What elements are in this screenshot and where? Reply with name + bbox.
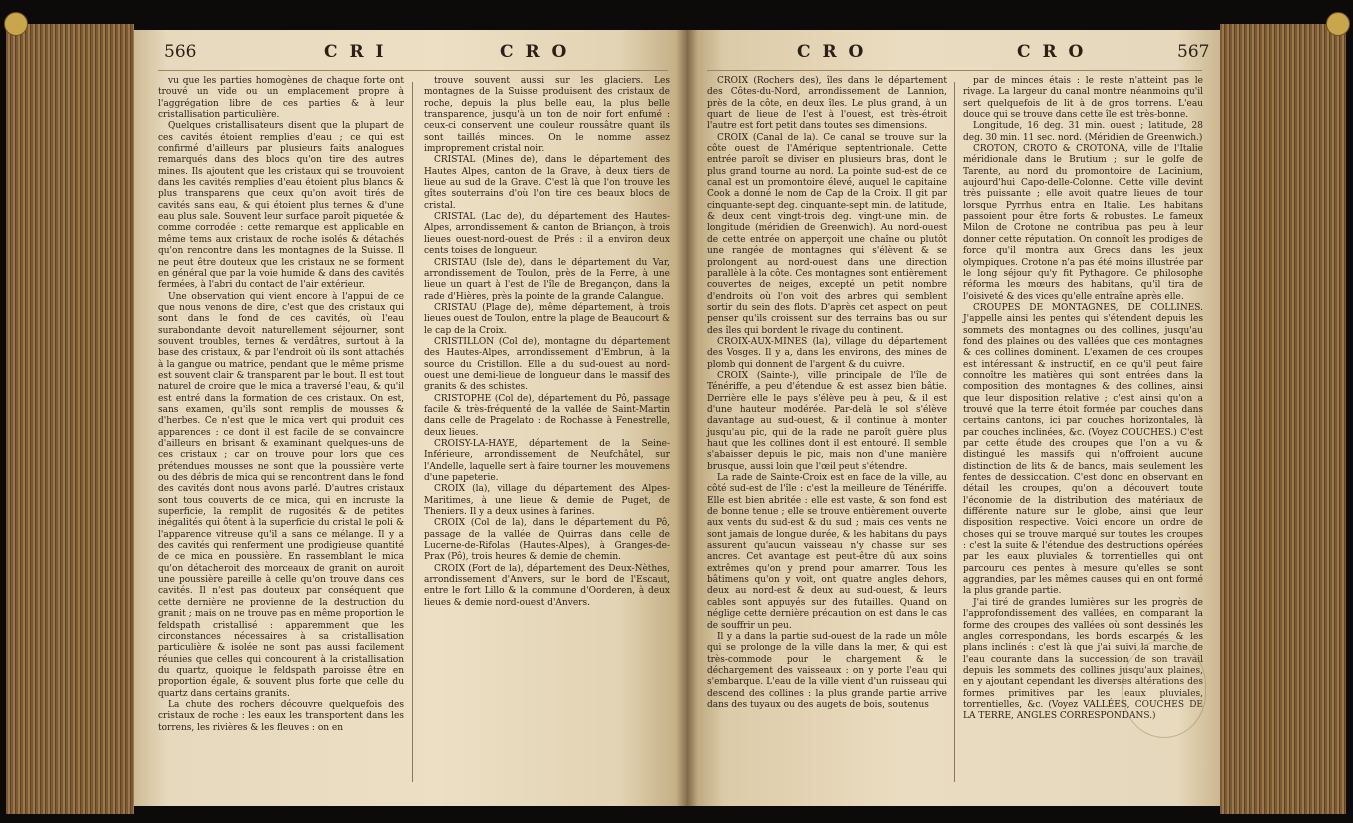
paragraph: CROIX (Col de la), dans le département du Pô, passage de la vallée de Quirras dans celle de Lucerne-de-Rifolas (Hautes-Alpes), à Granges-de-Prax (Pô), trois heures & demie de chemin.: [424, 518, 670, 563]
paragraph: CROIX (Rochers des), îles dans le département des Côtes-du-Nord, arrondissement de Lannion, près de la côte, en deux îles. Le plus grand, à un quart de lieue de l'est à l'ouest, est très-étroit l'autre est fort petit dans toutes ses dimensions.: [707, 76, 947, 132]
running-head-right: C R O: [1017, 42, 1087, 62]
paragraph: trouve souvent aussi sur les glaciers. Les montagnes de la Suisse produisent des cristaux de roche, depuis la plus belle eau, la plus belle transparence, jusqu'à un ton de noir fort enfumé : ceux-ci conservent une couleur roussâtre quant ils sont taillés minces. On le nomme assez improprement cristal noir.: [424, 76, 670, 155]
paragraph: Quelques cristallisateurs disent que la plupart de ces cavités étoient remplies d'eau ; ce qui est confirmé d'ailleurs par plusieurs faits analogues remarqués dans des blocs qu'on tire des autres mines. Ils ajoutent que les cristaux qui se trouvoient dans les cavités remplies d'eau étoient plus blancs & plus transparens que ceux qu'on avoit tirés de cavités sans eau, & qui étoient plus ternes & d'une eau plus sale. Souvent leur surface paroît piquetée & comme corrodée : cette remarque est applicable en même tems aux cristaux de roche isolés & détachés qu'on rencontre dans les montagnes de la Suisse. Il ne peut être douteux que les cristaux ne se forment en général que par la voie humide & dans des cavités fermées, à l'abri du contact de l'air extérieur.: [158, 121, 404, 291]
paragraph: CROISY-LA-HAYE, département de la Seine-Inférieure, arrondissement de Neufchâtel, sur l'Andelle, laquelle sert à faire tourner les mouvemens d'une papeterie.: [424, 439, 670, 484]
paragraph: CRISTAU (Isle de), dans le département du Var, arrondissement de Toulon, près de la Ferre, à une lieue un quart à l'est de l'île de Bregançon, dans la rade d'Hières, près la pointe de la grande Calangue.: [424, 257, 670, 302]
book-spread: [6, 10, 1346, 818]
column-right-2: [963, 76, 1203, 723]
paragraph: CROUPES DE MONTAGNES, DE COLLINES. J'appelle ainsi les pentes qui s'étendent depuis les sommets des montagnes ou des collines, jusqu'au fond des plaines ou des vallées que ces montagnes & ces collines dominent. L'examen de ces croupes est intéressant & instructif, en ce qu'il peut faire connoître les matières qui sont entrées dans la composition des montagnes & des collines, ainsi que leur disposition relative ; c'est ainsi qu'on a trouvé que la terre étoit formée par couches dans certains cantons, ici par couches horizontales, là par couches inclinées, &c. (Voyez COUCHES.) C'est par cette étude des croupes que l'on a vu & distingué les massifs qui n'offroient aucune distinction de lits & de bancs, mais seulement les fentes de dessiccation. C'est donc en observant en détail les croupes, qu'on a découvert toute l'économie de la distribution des matériaux de différente nature sur le globe, ainsi que leur disposition respective. Voici encore un ordre de choses qui se trouve marqué sur toutes les croupes : c'est la suite & l'étendue des destructions opérées par les eaux pluviales & torrentielles qui ont parcouru ces pentes à mesure qu'elles se sont aggrandies, par les mêmes causes qui en ont formé la plus grande partie.: [963, 302, 1203, 597]
paragraph: La rade de Sainte-Croix est en face de la ville, au côté sud-est de l'île : c'est la meilleure de Ténériffe. Elle est bien abritée : elle est vaste, & son fond est de bonne tenue ; elle se trouve entièrement ouverte aux vents du sud-est & du sud ; mais ces vents ne sont jamais de longue durée, & les habitans du pays assurent qu'aucun vaisseau n'y chasse sur ses ancres. Cet avantage est peut-être dû aux soins extrêmes qu'on y prend pour amarrer. Tous les bâtimens qu'on y voit, ont quatre angles dehors, deux au nord-est & deux au sud-ouest, & leurs cables sont appuyés sur des futailles. Quand on néglige cette dernière précaution on est dans le cas de souffrir un peu.: [707, 473, 947, 631]
paragraph: Il y a dans la partie sud-ouest de la rade un môle qui se prolonge de la ville dans la mer, & qui est très-commode pour le chargement & le déchargement des vaisseaux : on y porte l'eau qui s'embarque. L'eau de la ville vient d'un ruisseau qui descend des collines : la plus grande partie arrive dans des tuyaux ou des augets de bois, soutenus: [707, 631, 947, 710]
paragraph: CROTON, CROTO & CROTONA, ville de l'Italie méridionale dans le Brutium ; sur le golfe de Tarente, au nord du promontoire de Lacinium, aujourd'hui Capo-delle-Colonne. Cette ville devint très puissante ; elle avoit quatre lieues de tour lorsque Pyrrhus entra en Italie. Les habitans passoient pour être forts & robustes. Le fameux Milon de Crotone ne contribua pas peu à leur donner cette réputation. On connoît les prodiges de force qu'il montra aux Grecs dans les jeux olympiques. Crotone n'a pas été moins illustrée par le long séjour qu'y fit Pythagore. Ce philosophe réforma les mœurs des habitans, qu'il tira de l'oisiveté & des vices qu'elle entraîne après elle.: [963, 144, 1203, 302]
paragraph: CRISTAU (Plage de), même département, à trois lieues ouest de Toulon, entre la plage de Beaucourt & le cap de la Croix.: [424, 302, 670, 336]
paragraph: CRISTAL (Lac de), du département des Hautes-Alpes, arrondissement & canton de Briançon, à trois lieues ouest-nord-ouest de Prés : il a environ deux cents toises de longueur.: [424, 212, 670, 257]
column-rule-right: [954, 82, 955, 782]
running-head-left: C R I: [324, 42, 387, 62]
column-left-2: [424, 76, 670, 609]
paragraph: CRISTAL (Mines de), dans le département des Hautes Alpes, canton de la Grave, à deux tiers de lieue au sud de la Grave. C'est là que l'on trouve les gîtes souterrains d'où l'on tire ces beaux blocs de cristal.: [424, 155, 670, 211]
page-number-right: 567: [1177, 42, 1210, 62]
page-number-left: 566: [164, 42, 197, 62]
paragraph: J'ai tiré de grandes lumières sur les progrès de l'approfondissement des vallées, en comparant la forme des croupes des vallées où sont dessinés les angles correspondans, les bords escarpés & les plans inclinés : c'est là que j'ai suivi la marche de l'eau courante dans la succession de son travail depuis les sommets des collines jusqu'aux plaines, en y ajoutant cependant les diverses altérations des formes primitives par les eaux pluviales, torrentielles, &c. (Voyez VALLÉES, COUCHES DE LA TERRE, ANGLES CORRESPONDANS.): [963, 597, 1203, 722]
corner-clip-top-left: [4, 12, 28, 36]
paragraph: CROIX (la), village du département des Alpes-Maritimes, à une lieue & demie de Puget, de Theniers. Il y a deux usines à farines.: [424, 484, 670, 518]
running-head-center-left: C R O: [500, 42, 570, 62]
column-rule-left: [412, 82, 413, 782]
paragraph: CROIX (Canal de la). Ce canal se trouve sur la côte ouest de l'Amérique septentrionale. Cette entrée paroît se diviser en plusieurs bras, dont le plus grand tourne au nord. La pointe sud-est de ce canal est un promontoire élevé, auquel le capitaine Cook a donné le nom de Cap de la Croix. Il git par cinquante-sept deg. cinquante-sept min. de latitude, & deux cent vingt-trois deg. vingt-une min. de longitude (méridien de Greenwich). Au nord-ouest de cette entrée on apperçoit une chaîne ou plutôt une rangée de montagnes qui s'élèvent & se prolongent au nord-ouest dans une direction parallèle à la côte. Ces montagnes sont entièrement couvertes de neiges, excepté un petit nombre d'endroits où l'on voit des arbres qui semblent sortir du sein des flots. D'après cet aspect on peut penser qu'ils croissent sur des terrains bas ou sur des îles qui bordent le rivage du continent.: [707, 132, 947, 336]
paragraph: La chute des rochers découvre quelquefois des cristaux de roche : les eaux les transportent dans les torrens, les rivières & les fleuves : on en: [158, 699, 404, 733]
paragraph: CROIX-AUX-MINES (la), village du département des Vosges. Il y a, dans les environs, des mines de plomb qui donnent de l'argent & du cuivre.: [707, 336, 947, 370]
book-gutter: [676, 30, 698, 806]
paragraph: par de minces étais : le reste n'atteint pas le rivage. La largeur du canal montre néanmoins qu'il sert quelquefois de lit à de gros torrens. L'eau douce qui se trouve dans cette île est très-bonne.: [963, 76, 1203, 121]
paragraph: Longitude, 16 deg. 31 min. ouest ; latitude, 28 deg. 30 min. 11 sec. nord. (Méridien de Greenwich.): [963, 121, 1203, 143]
header-rule-left: [158, 70, 668, 71]
left-page-edges: [6, 24, 134, 814]
right-page-edges: [1220, 24, 1346, 814]
page-stain: [1122, 640, 1206, 738]
header-rule-right: [707, 70, 1202, 71]
column-right-1: [707, 76, 947, 711]
paragraph: CRISTILLON (Col de), montagne du département des Hautes-Alpes, arrondissement d'Embrun, à la source du Cristillon. Elle a du sud-ouest au nord-ouest une demi-lieue de longueur dans le massif des granits & des schistes.: [424, 336, 670, 393]
column-left-1: [158, 76, 404, 734]
paragraph: CROIX (Sainte-), ville principale de l'île de Ténériffe, a peu d'étendue & est assez bien bâtie. Derrière elle le pays s'élève peu à peu, & il est d'une hauteur modérée. Par-delà le sol s'élève davantage au sud-ouest, & il continue à monter jusqu'au pic, qui de la rade ne paroît guère plus haut que les collines dont il est entouré. Il semble s'abaisser depuis le pic, mais non d'une manière brusque, aussi loin que l'œil peut s'étendre.: [707, 370, 947, 472]
running-head-center-right: C R O: [797, 42, 867, 62]
paragraph: CRISTOPHE (Col de), département du Pô, passage facile & très-fréquenté de la vallée de Saint-Martin dans celle de Pragelato : de Rochasse à Fenestrelle, deux lieues.: [424, 393, 670, 438]
paragraph: CROIX (Fort de la), département des Deux-Nèthes, arrondissement d'Anvers, sur le bord de l'Escaut, entre le fort Lillo & la commune d'Oorderen, à deux lieues & demie nord-ouest d'Anvers.: [424, 563, 670, 608]
left-page: [134, 30, 687, 806]
paragraph: Une observation qui vient encore à l'appui de ce que nous venons de dire, c'est que des cristaux qui sont dans le fond de ces cavités, où l'eau surabondante devoit naturellement séjourner, sont souvent troubles, ternes & verdâtres, surtout à la base des cristaux, & par l'endroit où ils sont attachés à la gangue ou matrice, pendant que le même prisme est souvent clair & transparent par le bout. Il est tout naturel de croire que le mica a traversé l'eau, & qu'il est entré dans la formation de ces cristaux. On est, sans examen, qu'ils sont remplis de mousses & d'herbes. Ce n'est que le mica vert qui produit ces apparences : ce dont il est facile de se convaincre d'ailleurs en brisant & examinant quelques-uns de ces cristaux ; car on trouve pour lors que ces prétendues mousses ne sont que la poussière verte ou des débris de mica qui se rencontrent dans le fond des cavités dont nous avons parlé. D'autres cristaux sont tous couverts de ce mica, qui en incruste la superficie, la remplit de rugosités & de petites inégalités qui ôtent à la superficie du cristal le poli & l'apparence vitreuse qu'il a sans ce mélange. Il y a des cavités qui renferment une prodigieuse quantité de ce mica en poussière. En rassemblant le mica qu'on détacheroit des morceaux de granit on auroit une poussière pareille à celle qu'on trouve dans ces cavités. Il n'est pas douteux par conséquent que cette dernière ne provienne de la destruction du granit ; mais on ne trouve pas en même proportion le feldspath cristallisé : apparemment que les circonstances nécessaires à sa cristallisation particulière & isolée ne sont pas aussi facilement réunies que celles qui concourent à la cristallisation du quartz, quoique le feldspath paroisse être en proportion égale, & souvent plus forte que celle du quartz dans certains granits.: [158, 291, 404, 699]
paragraph: vu que les parties homogènes de chaque forte ont trouvé un vide ou un emplacement propre à l'aggrégation libre de ces parties & à leur cristallisation particulière.: [158, 76, 404, 121]
corner-clip-top-right: [1326, 12, 1350, 36]
